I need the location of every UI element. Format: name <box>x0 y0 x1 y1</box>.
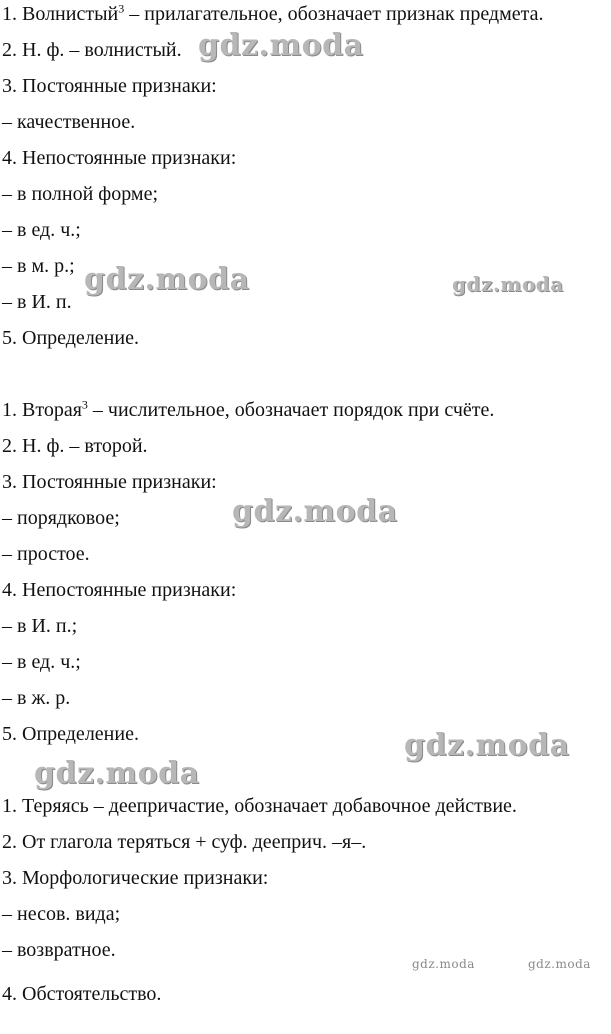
footnote-mark: 3 <box>118 1 125 16</box>
block2-line-8: – в ед. ч.; <box>2 651 81 673</box>
word: 1. Волнистый <box>2 3 119 25</box>
block3-line-2: 2. От глагола теряться + суф. дееприч. –я–. <box>2 831 367 853</box>
block3-line-5: – возвратное. <box>2 939 116 961</box>
line-rest: – прилагательное, обозначает признак предмета. <box>124 3 544 25</box>
block1-line-3: 3. Постоянные признаки: <box>2 75 217 97</box>
line-rest: – числительное, обозначает порядок при счёте. <box>87 399 495 421</box>
block1-line-6: – в полной форме; <box>2 183 159 205</box>
word: 1. Вторая <box>2 399 82 421</box>
block1-line-7: – в ед. ч.; <box>2 219 81 241</box>
block1-line-4: – качественное. <box>2 111 136 133</box>
watermark: gdz.moda <box>404 728 570 763</box>
block1-line-5: 4. Непостоянные признаки: <box>2 147 237 169</box>
footnote-mark: 3 <box>81 397 88 412</box>
block3-line-4: – несов. вида; <box>2 903 121 925</box>
watermark: gdz.moda <box>34 756 200 791</box>
watermark: gdz.moda <box>412 957 475 971</box>
watermark: gdz.moda <box>528 957 591 971</box>
block2-line-4: – порядковое; <box>2 507 120 529</box>
block2-line-3: 3. Постоянные признаки: <box>2 471 217 493</box>
block1-line-8: – в м. р.; <box>2 255 75 277</box>
block1-line-2: 2. Н. ф. – волнистый. <box>2 39 182 61</box>
block3-line-6: 4. Обстоятельство. <box>2 983 162 1005</box>
block2-line-9: – в ж. р. <box>2 687 71 709</box>
block2-line-6: 4. Непостоянные признаки: <box>2 579 237 601</box>
block2-line-10: 5. Определение. <box>2 723 139 745</box>
block1-line-10: 5. Определение. <box>2 327 139 349</box>
block2-line-7: – в И. п.; <box>2 615 78 637</box>
block3-line-3: 3. Морфологические признаки: <box>2 867 269 889</box>
block2-line-1 <box>2 398 494 422</box>
watermark: gdz.moda <box>198 28 364 63</box>
watermark: gdz.moda <box>452 272 564 296</box>
block1-line-1 <box>2 2 544 26</box>
watermark: gdz.moda <box>84 262 250 297</box>
watermark: gdz.moda <box>232 494 398 529</box>
block1-line-9: – в И. п. <box>2 291 72 313</box>
block3-line-1: 1. Теряясь – деепричастие, обозначает добавочное действие. <box>2 795 517 817</box>
block2-line-5: – простое. <box>2 543 90 565</box>
block2-line-2: 2. Н. ф. – второй. <box>2 435 148 457</box>
